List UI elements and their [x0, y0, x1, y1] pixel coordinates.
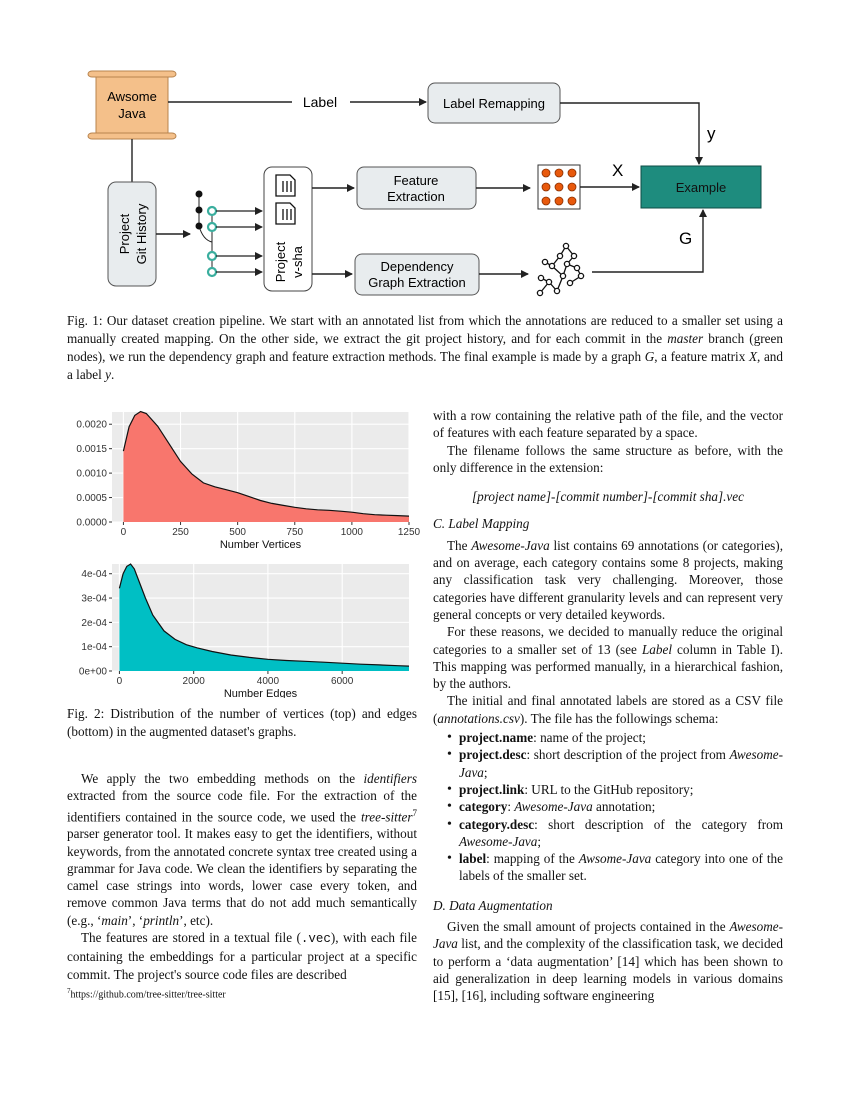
right-paragraph-4: For these reasons, we decided to manually reduce the original categories to a smaller set of 13 (see Label column in Table I). This mapping was performed manually, in a hierarchical fashion, by the authors.: [433, 624, 783, 692]
file-icon: [276, 203, 295, 224]
fig1-caption-text: Fig. 1: Our dataset creation pipeline. We start with an annotated list from which the annotations are reduced to a smaller set using a manually created mapping. On the other side, we extract the git project history, and for each commit in the master branch (green nodes), we run the dependency graph and feature extraction methods. The final example is made by a graph G, a feature matrix X, and a label y.: [67, 313, 783, 382]
edge-label-y: y: [707, 124, 716, 143]
example-node: [641, 166, 761, 208]
edge-label-g: G: [679, 229, 693, 248]
schema-item: • project.name: name of the project;: [447, 729, 783, 746]
feature-matrix-icon: [538, 165, 580, 209]
edge-label-label: Label: [302, 94, 338, 110]
y-tick-label: 0.0015: [76, 444, 107, 456]
x-tick-label: 2000: [182, 676, 205, 687]
awesome-java-label-1: Awsome: [107, 89, 157, 104]
y-tick-label: 0.0005: [76, 493, 107, 505]
project-git-history-node: [108, 182, 156, 286]
feature-extraction-label-1: Feature: [393, 173, 439, 188]
example-label: Example: [675, 180, 727, 195]
x-tick-label: 500: [229, 527, 246, 538]
dependency-label-2: Graph Extraction: [368, 275, 466, 290]
awesome-java-label-2: Java: [118, 106, 146, 121]
vertices-density-chart: [60, 404, 420, 552]
dependency-graph-node: [355, 254, 479, 295]
right-paragraph-3: The Awesome-Java list contains 69 annotations (or categories), and on average, each category contains some 8 projects, making any classification task very challenging. Moreover, those categories have different granularity levels and can represent very general concepts or very detailed keywords.: [433, 537, 783, 622]
y-tick-label: 1e-04: [81, 642, 107, 654]
label-remapping-label: Label Remapping: [443, 96, 545, 111]
feature-extraction-node: [357, 167, 476, 209]
x-axis-label: Number Edges: [223, 688, 298, 698]
right-paragraph-6: Given the small amount of projects contained in the Awesome-Java list, and the complexity of the classification task, we decided to perform a ‘data augmentation’ [14] which has been shown to aid generalization in deep learning models in various domains [15], [16], including software engineering: [433, 919, 783, 1004]
schema-list: [433, 729, 783, 885]
x-axis-label: Number Vertices: [219, 539, 302, 551]
section-d-heading: D. Data Augmentation: [433, 897, 553, 913]
schema-item: • category.desc: short description of the category from Awesome-Java;: [447, 816, 783, 851]
x-tick-label: 0: [116, 676, 123, 687]
y-tick-label: 3e-04: [81, 593, 107, 605]
feature-extraction-label-2: Extraction: [387, 189, 445, 204]
y-tick-label: 0.0020: [76, 419, 107, 431]
left-column: [67, 770, 417, 983]
x-tick-label: 250: [172, 527, 189, 538]
left-paragraph-1: We apply the two embedding methods on the identifiers extracted from the source code file. For the extraction of the identifiers contained in the source code, we used the tree-sitter$^7$ parser generator tool. It makes easy to get the identifiers, without keywords, from the annotated concrete syntax tree created using a grammar for Java code. We clean the identifiers by separating the camel case strings into words, lower case every token, and remove common Java terms that do not add much semantically (e.g., ‘main’, ‘println’, etc).: [67, 771, 417, 928]
dependency-graph-icon: [537, 243, 583, 295]
dependency-label-1: Dependency: [380, 259, 454, 274]
git-history-label-2: Git History: [134, 203, 149, 265]
x-tick-label: 0: [120, 527, 127, 538]
x-tick-label: 1000: [340, 527, 364, 538]
y-tick-label: 0.0000: [76, 517, 107, 529]
x-tick-label: 750: [286, 527, 304, 538]
edges-density-chart: [60, 560, 420, 698]
right-paragraph-1: with a row containing the relative path of the file, and the vector of features with each feature separated by a space.: [433, 408, 783, 441]
section-c-heading: C. Label Mapping: [433, 516, 530, 532]
file-icon: [276, 175, 295, 196]
git-history-label-1: Project: [117, 213, 132, 255]
edge-label-x: X: [612, 161, 624, 180]
right-column: [433, 407, 783, 1005]
right-paragraph-2: The filename follows the same structure as before, with the only difference in the extension:: [433, 442, 783, 475]
y-tick-label: 2e-04: [81, 617, 107, 629]
vsha-label-1: Project: [273, 241, 288, 283]
schema-item: • label: mapping of the Awsome-Java category into one of the labels of the smaller set.: [447, 850, 783, 885]
awesome-java-node: [88, 71, 176, 139]
footnote-7: $^7$https://github.com/tree-sitter/tree-sitter: [67, 987, 226, 1001]
project-vsha-node: [264, 167, 312, 291]
fig1-caption: [67, 312, 783, 384]
fig1-pipeline-diagram: [0, 0, 850, 310]
label-remapping-node: [428, 83, 560, 123]
left-paragraph-2: The features are stored in a textual file (.vec), with each file containing the embeddings for a particular project at a specific commit. The project's source code files are described: [67, 930, 417, 982]
x-tick-label: 6000: [331, 676, 354, 687]
y-tick-label: 4e-04: [81, 569, 107, 581]
y-tick-label: 0e+00: [78, 666, 107, 678]
commit-tree: [196, 191, 263, 277]
fig2-caption: Fig. 2: Distribution of the number of vertices (top) and edges (bottom) in the augmented dataset's graphs.: [67, 706, 417, 739]
vsha-label-2: v-sha: [290, 246, 305, 278]
filename-pattern: [project name]-[commit number]-[commit sha].vec: [471, 489, 744, 505]
x-tick-label: 1250: [397, 527, 420, 538]
schema-item: • project.desc: short description of the project from Awesome-Java;: [447, 746, 783, 781]
y-tick-label: 0.0010: [76, 468, 107, 480]
schema-item: • category: Awesome-Java annotation;: [447, 798, 783, 815]
x-tick-label: 4000: [256, 676, 280, 687]
right-paragraph-5: The initial and final annotated labels are stored as a CSV file (annotations.csv). The file has the followings schema:: [433, 693, 783, 726]
schema-item: • project.link: URL to the GitHub repository;: [447, 781, 783, 798]
